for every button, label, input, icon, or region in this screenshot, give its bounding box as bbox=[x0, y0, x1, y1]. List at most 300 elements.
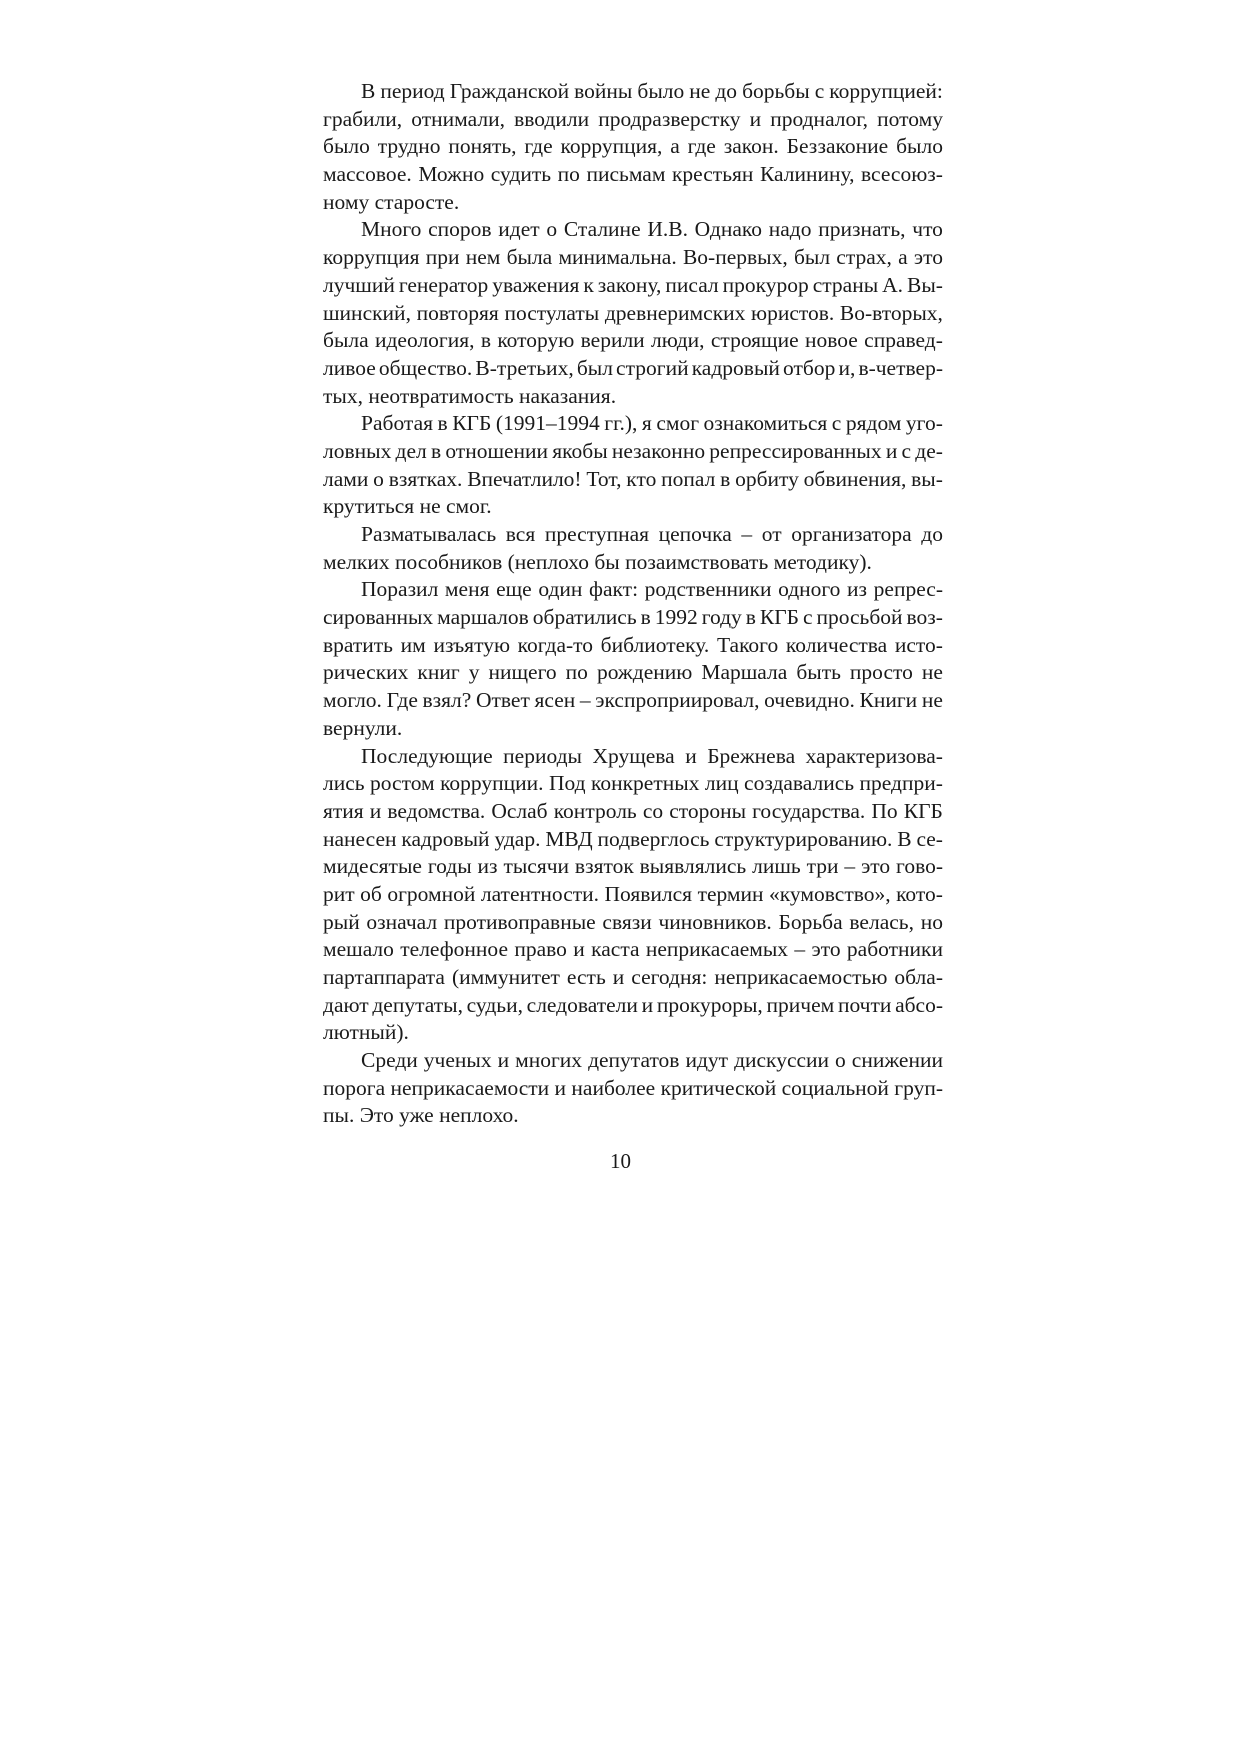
word: предпри- bbox=[859, 771, 943, 796]
word: просьбой bbox=[816, 605, 903, 630]
word: я bbox=[641, 411, 652, 436]
text-line bbox=[323, 659, 943, 687]
word: обвинения, bbox=[803, 466, 907, 491]
word: ловных bbox=[323, 438, 392, 463]
word: продразверстку bbox=[598, 106, 741, 131]
word: государства. bbox=[752, 798, 866, 823]
word: Появился bbox=[604, 881, 693, 906]
word: Гражданской bbox=[449, 79, 570, 103]
word: и bbox=[885, 438, 898, 463]
word: работники bbox=[846, 937, 943, 962]
word: велась, bbox=[849, 909, 914, 934]
word: лись bbox=[323, 771, 365, 796]
word: И.В. bbox=[647, 217, 688, 242]
word: де- bbox=[915, 438, 943, 463]
word: а bbox=[898, 245, 908, 270]
word: Брежнева bbox=[707, 743, 796, 768]
word: у bbox=[468, 660, 480, 685]
word: депутаты, bbox=[372, 992, 463, 1017]
word: идут bbox=[685, 1048, 729, 1073]
word: страны bbox=[812, 272, 879, 297]
word: критической bbox=[660, 1075, 777, 1100]
word: генератор bbox=[398, 272, 489, 297]
word: Однако bbox=[694, 217, 763, 242]
paragraph bbox=[323, 576, 943, 742]
word: и bbox=[573, 937, 585, 962]
word: ятия bbox=[323, 798, 364, 823]
word: постулаты bbox=[504, 300, 600, 325]
text-line bbox=[323, 78, 943, 106]
word: и bbox=[685, 743, 697, 768]
word: при bbox=[425, 245, 460, 270]
word: репрессированных bbox=[709, 438, 882, 463]
word: КГБ bbox=[759, 605, 799, 630]
word: – bbox=[741, 522, 753, 546]
word: кто bbox=[626, 466, 657, 491]
word: прокурор bbox=[722, 272, 809, 297]
text-line bbox=[323, 604, 943, 632]
text-line bbox=[323, 521, 943, 549]
text-line bbox=[323, 355, 943, 383]
text-line bbox=[323, 272, 943, 300]
word: отбор bbox=[783, 355, 836, 380]
word: рядом bbox=[845, 411, 902, 436]
word: о bbox=[546, 217, 558, 242]
word: КГБ bbox=[903, 798, 943, 823]
word: стороны bbox=[669, 798, 747, 823]
text-line bbox=[323, 244, 943, 272]
word: Можно bbox=[418, 162, 485, 187]
word: до bbox=[715, 79, 738, 103]
word: и bbox=[749, 106, 762, 131]
word: Где bbox=[386, 688, 418, 713]
word: грабили, bbox=[323, 106, 403, 131]
word: это bbox=[811, 937, 841, 962]
word: идет bbox=[498, 217, 540, 242]
word: понять, bbox=[448, 134, 517, 159]
word: мешало bbox=[323, 937, 394, 962]
word: противоправные bbox=[443, 909, 596, 934]
word: в bbox=[745, 605, 756, 630]
word: могло. bbox=[323, 688, 382, 713]
word: три bbox=[806, 854, 839, 879]
word: снижении bbox=[851, 1048, 943, 1073]
word: каста bbox=[591, 937, 640, 962]
text-line bbox=[323, 770, 943, 798]
word: – bbox=[579, 688, 591, 713]
word: коррупция bbox=[323, 245, 420, 270]
text-line bbox=[323, 909, 943, 937]
word: почти bbox=[837, 992, 892, 1017]
word: и bbox=[369, 798, 382, 823]
word: кадровый bbox=[401, 826, 490, 851]
word: не bbox=[689, 79, 711, 103]
word: абсо- bbox=[895, 992, 943, 1017]
word: конкретных bbox=[591, 771, 700, 796]
word: груп- bbox=[894, 1075, 943, 1100]
word: В-третьих, bbox=[475, 355, 574, 380]
word: уго- bbox=[905, 411, 943, 436]
word: строгий bbox=[616, 355, 689, 380]
word: латентности. bbox=[480, 881, 600, 906]
word: прокуроры, bbox=[656, 992, 763, 1017]
word: смог bbox=[656, 411, 700, 436]
word: коррупция, bbox=[560, 134, 663, 159]
word: контроль bbox=[553, 798, 637, 823]
word: крестьян bbox=[671, 162, 754, 187]
word: Много bbox=[361, 217, 422, 242]
word: партаппарата bbox=[323, 965, 445, 989]
word: с bbox=[814, 79, 825, 103]
word: А. bbox=[882, 272, 904, 297]
word: о bbox=[373, 466, 384, 491]
word: было bbox=[637, 79, 685, 103]
word: продналог, bbox=[770, 106, 869, 131]
word: неприкасаемости bbox=[390, 1075, 550, 1100]
word: порога bbox=[323, 1075, 386, 1100]
word: кадровый bbox=[691, 355, 780, 380]
word: всесоюз- bbox=[861, 162, 943, 187]
paragraph bbox=[323, 1047, 943, 1130]
word: надо bbox=[768, 217, 812, 242]
text-line bbox=[323, 161, 943, 189]
word: По bbox=[871, 798, 898, 823]
word: Среди bbox=[361, 1048, 418, 1073]
word: была bbox=[506, 245, 553, 270]
word: со bbox=[642, 798, 664, 823]
word: (иммунитет bbox=[451, 965, 560, 989]
word: ливое bbox=[323, 355, 376, 380]
word: была bbox=[323, 328, 369, 353]
text-line bbox=[323, 826, 943, 854]
text-line bbox=[323, 1075, 943, 1103]
word: и bbox=[554, 1075, 567, 1100]
word: социальной bbox=[781, 1075, 889, 1100]
word: Беззаконие bbox=[786, 134, 889, 159]
word: по bbox=[557, 162, 580, 187]
word: из bbox=[477, 854, 498, 879]
word: взяток bbox=[574, 854, 634, 879]
text-line bbox=[323, 133, 943, 161]
text-line: лютный). bbox=[323, 1020, 409, 1045]
text-line bbox=[323, 964, 943, 992]
word: изъятую bbox=[433, 632, 510, 657]
word: рождению bbox=[596, 660, 693, 685]
word: периоды bbox=[503, 743, 582, 768]
paragraph bbox=[323, 216, 943, 410]
text-line bbox=[323, 327, 943, 355]
word: когда-то bbox=[517, 632, 594, 657]
word: просто bbox=[849, 660, 913, 685]
word: отношении bbox=[445, 438, 549, 463]
word: отнимали, bbox=[411, 106, 505, 131]
text-line bbox=[323, 632, 943, 660]
word: письмам bbox=[586, 162, 666, 187]
text-line bbox=[323, 216, 943, 244]
word: телефонное bbox=[400, 937, 508, 962]
word: и bbox=[497, 1048, 510, 1073]
word: родственники bbox=[644, 577, 772, 602]
word: в bbox=[480, 328, 491, 353]
word: мидесятые bbox=[323, 854, 422, 879]
word: Книги bbox=[859, 688, 918, 713]
word: сированных bbox=[323, 605, 434, 630]
word: и, bbox=[838, 355, 856, 380]
word: было bbox=[896, 134, 943, 159]
paragraph bbox=[323, 521, 943, 576]
word: коррупцией: bbox=[829, 79, 943, 103]
word: в bbox=[437, 411, 448, 436]
word: Впечатлило! bbox=[467, 466, 582, 491]
word: закону, bbox=[597, 272, 662, 297]
text-line bbox=[323, 881, 943, 909]
word: дискуссии bbox=[734, 1048, 830, 1073]
word: книг bbox=[417, 660, 460, 685]
word: обла- bbox=[894, 965, 943, 989]
word: факт: bbox=[589, 577, 639, 602]
word: характеризова- bbox=[805, 743, 943, 768]
word: наиболее bbox=[571, 1075, 656, 1100]
word: Такого bbox=[716, 632, 779, 657]
word: термин bbox=[697, 881, 764, 906]
text-line bbox=[323, 1047, 943, 1075]
word: было bbox=[323, 134, 370, 159]
word: Ответ bbox=[475, 688, 530, 713]
text-line bbox=[323, 936, 943, 964]
word: с bbox=[802, 605, 813, 630]
word: лиц bbox=[704, 771, 739, 796]
word: общество. bbox=[378, 355, 473, 380]
word: юристов. bbox=[751, 300, 835, 325]
text-line bbox=[323, 106, 943, 134]
word: что bbox=[912, 217, 943, 242]
word: уважения bbox=[492, 272, 580, 297]
word: потому bbox=[877, 106, 943, 131]
word: судить bbox=[490, 162, 552, 187]
word: огромной bbox=[387, 881, 476, 906]
word: и bbox=[612, 965, 625, 989]
word: лучший bbox=[323, 272, 395, 297]
word: маршалов bbox=[437, 605, 529, 630]
word: – bbox=[844, 854, 856, 879]
word: преступная bbox=[544, 522, 650, 546]
word: неприкасаемых bbox=[645, 937, 789, 962]
word: экспроприировал, bbox=[595, 688, 760, 713]
word: орбиту bbox=[735, 466, 799, 491]
word: споров bbox=[428, 217, 492, 242]
word: справед- bbox=[864, 328, 943, 353]
word: до bbox=[921, 522, 943, 546]
text-line bbox=[323, 687, 943, 715]
word: сегодня: bbox=[631, 965, 708, 989]
word: рит bbox=[323, 881, 355, 906]
word: войны bbox=[574, 79, 633, 103]
word: взял? bbox=[422, 688, 472, 713]
word: закон. bbox=[723, 134, 779, 159]
word: нем bbox=[465, 245, 501, 270]
word: Борьба bbox=[778, 909, 843, 934]
word: но bbox=[920, 909, 943, 934]
word: рических bbox=[323, 660, 409, 685]
word: исто- bbox=[894, 632, 943, 657]
text-line bbox=[323, 743, 943, 771]
word: Во-вторых, bbox=[839, 300, 943, 325]
text-line bbox=[323, 466, 943, 494]
word: дел bbox=[395, 438, 427, 463]
word: МВД bbox=[545, 826, 593, 851]
word: где bbox=[524, 134, 553, 159]
word: якобы bbox=[552, 438, 608, 463]
text-line: пы. Это уже неплохо. bbox=[323, 1103, 519, 1128]
word: меня bbox=[444, 577, 490, 602]
word: Последующие bbox=[361, 743, 493, 768]
word: удар. bbox=[494, 826, 541, 851]
text-line: мелких пособников (неплохо бы позаимствовать методику). bbox=[323, 549, 872, 574]
paragraph bbox=[323, 78, 943, 216]
word: из bbox=[847, 577, 868, 602]
word: Хрущева bbox=[592, 743, 675, 768]
word: (1991–1994 bbox=[495, 411, 600, 436]
word: гово- bbox=[896, 854, 943, 879]
text-line: крутиться не смог. bbox=[323, 494, 492, 519]
word: депутатов bbox=[588, 1048, 680, 1073]
word: попал bbox=[661, 466, 716, 491]
word: лишь bbox=[752, 854, 801, 879]
paragraph bbox=[323, 410, 943, 521]
word: вся bbox=[505, 522, 536, 546]
word: Поразил bbox=[361, 577, 439, 602]
word: к bbox=[583, 272, 594, 297]
word: борьбы bbox=[742, 79, 810, 103]
word: минимальна. bbox=[558, 245, 677, 270]
text-line: тых, неотвратимость наказания. bbox=[323, 383, 617, 408]
word: вводили bbox=[514, 106, 590, 131]
word: се- bbox=[916, 826, 943, 851]
word: Вы- bbox=[906, 272, 943, 297]
word: кото- bbox=[896, 881, 943, 906]
word: Тот, bbox=[586, 466, 622, 491]
word: от bbox=[761, 522, 782, 546]
word: ростом bbox=[370, 771, 435, 796]
word: структурированию. bbox=[714, 826, 893, 851]
word: а bbox=[670, 134, 680, 159]
word: строящие bbox=[710, 328, 799, 353]
text-line bbox=[323, 798, 943, 826]
word: годы bbox=[427, 854, 472, 879]
word: В bbox=[361, 79, 376, 103]
word: нищего bbox=[488, 660, 557, 685]
word: в-четвер- bbox=[858, 355, 943, 380]
word: 1992 bbox=[654, 605, 698, 630]
word: В bbox=[897, 826, 912, 851]
text-line bbox=[323, 300, 943, 328]
word: ведомства. bbox=[387, 798, 486, 823]
word: ясен bbox=[534, 688, 576, 713]
word: с bbox=[901, 438, 912, 463]
word: которую bbox=[497, 328, 575, 353]
body-text bbox=[323, 78, 943, 1130]
word: чиновников. bbox=[658, 909, 772, 934]
word: не bbox=[921, 660, 943, 685]
word: о bbox=[835, 1048, 846, 1073]
text-line: вернули. bbox=[323, 715, 403, 740]
word: году bbox=[701, 605, 742, 630]
word: связи bbox=[602, 909, 652, 934]
word: следователи bbox=[526, 992, 638, 1017]
word: воз- bbox=[906, 605, 943, 630]
word: организатора bbox=[791, 522, 912, 546]
word: – bbox=[794, 937, 806, 962]
word: право bbox=[514, 937, 567, 962]
word: вратить bbox=[323, 632, 393, 657]
word: в bbox=[640, 605, 651, 630]
word: нанесен bbox=[323, 826, 397, 851]
word: в bbox=[430, 438, 442, 463]
word: был bbox=[576, 355, 613, 380]
word: Работая bbox=[361, 411, 433, 436]
word: с bbox=[831, 411, 842, 436]
page-number: 10 bbox=[610, 1149, 631, 1173]
word: Сталине bbox=[563, 217, 641, 242]
word: лами bbox=[323, 466, 369, 491]
word: ученых bbox=[423, 1048, 492, 1073]
word: одного bbox=[778, 577, 841, 602]
word: вы- bbox=[911, 466, 943, 491]
word: выявлялись bbox=[639, 854, 747, 879]
word: это bbox=[861, 854, 891, 879]
word: Под bbox=[548, 771, 586, 796]
word: по bbox=[565, 660, 588, 685]
word: коррупции. bbox=[440, 771, 544, 796]
word: не bbox=[921, 688, 943, 713]
word: количества bbox=[785, 632, 888, 657]
text-line bbox=[323, 853, 943, 881]
word: еще bbox=[496, 577, 532, 602]
word: Калинину, bbox=[759, 162, 855, 187]
word: новое bbox=[805, 328, 858, 353]
word: быть bbox=[796, 660, 841, 685]
word: причем bbox=[766, 992, 835, 1017]
word: судьи, bbox=[466, 992, 523, 1017]
word: создавались bbox=[744, 771, 855, 796]
word: многих bbox=[515, 1048, 583, 1073]
word: дают bbox=[323, 992, 369, 1017]
word: им bbox=[400, 632, 426, 657]
word: КГБ bbox=[452, 411, 492, 436]
word: один bbox=[538, 577, 583, 602]
word: обратились bbox=[532, 605, 637, 630]
word: это bbox=[913, 245, 943, 270]
word: в bbox=[720, 466, 731, 491]
word: Маршала bbox=[701, 660, 788, 685]
word: трудно bbox=[377, 134, 441, 159]
word: идеология, bbox=[374, 328, 475, 353]
word: рый bbox=[323, 909, 360, 934]
word: ознакомиться bbox=[703, 411, 828, 436]
word: писал bbox=[665, 272, 719, 297]
word: Во-первых, bbox=[682, 245, 788, 270]
word: незаконно bbox=[611, 438, 706, 463]
word: люди, bbox=[651, 328, 705, 353]
word: повторяя bbox=[416, 300, 499, 325]
text-line bbox=[323, 438, 943, 466]
word: страх, bbox=[836, 245, 892, 270]
word: тысячи bbox=[503, 854, 570, 879]
word: Ослаб bbox=[491, 798, 548, 823]
word: гг.), bbox=[604, 411, 638, 436]
paragraph bbox=[323, 743, 943, 1048]
word: массовое. bbox=[323, 162, 412, 187]
